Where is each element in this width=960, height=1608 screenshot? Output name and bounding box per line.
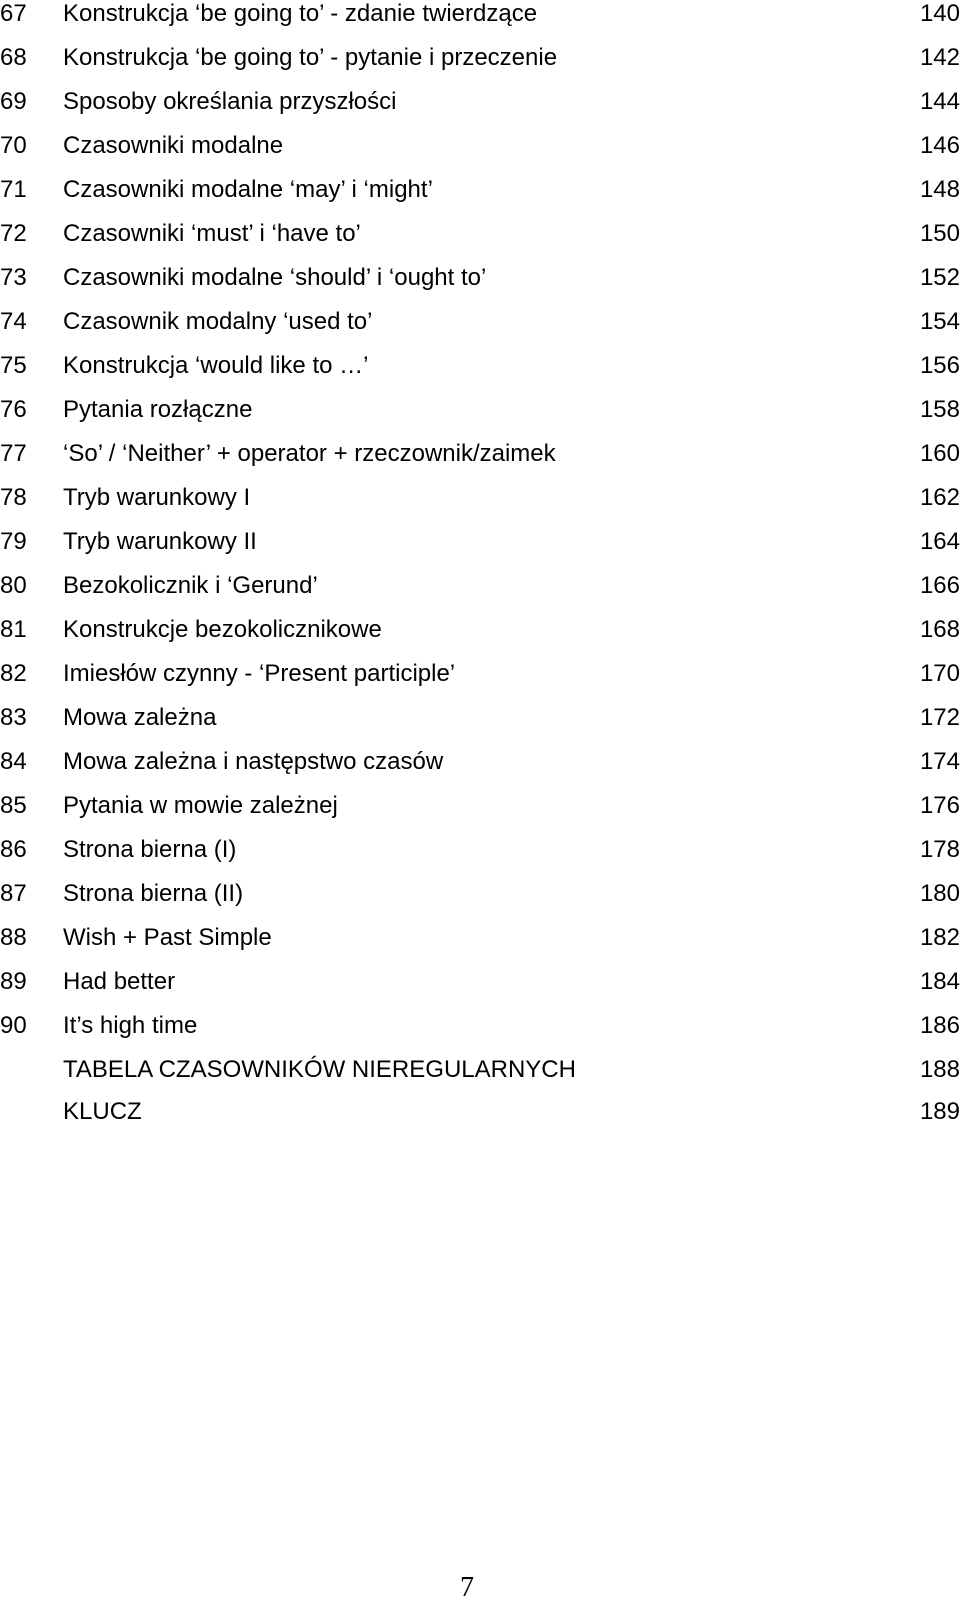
toc-entry-title: Strona bierna (I) bbox=[63, 836, 237, 863]
toc-entry-87 bbox=[0, 876, 960, 912]
toc-entry-number: 89 bbox=[0, 968, 27, 995]
toc-entry-page: 150 bbox=[919, 220, 960, 247]
toc-entry-77 bbox=[0, 436, 960, 472]
toc-entry-title: Bezokolicznik i ‘Gerund’ bbox=[63, 572, 318, 599]
toc-entry-page: 168 bbox=[919, 616, 960, 643]
toc-entry-page: 148 bbox=[919, 176, 960, 203]
toc-entry-title: Tryb warunkowy II bbox=[63, 528, 257, 555]
toc-entry-title: Pytania rozłączne bbox=[63, 396, 253, 423]
toc-entry-76 bbox=[0, 392, 960, 428]
toc-entry-title: Czasowniki modalne ‘may’ i ‘might’ bbox=[63, 176, 433, 203]
toc-entry-page: 144 bbox=[919, 88, 960, 115]
toc-entry-title: KLUCZ bbox=[63, 1098, 142, 1125]
toc-entry-irregular-verbs-table bbox=[0, 1052, 960, 1088]
toc-entry-title: It’s high time bbox=[63, 1012, 198, 1039]
toc-entry-79 bbox=[0, 524, 960, 560]
toc-entry-page: 156 bbox=[919, 352, 960, 379]
toc-entry-number: 83 bbox=[0, 704, 27, 731]
toc-entry-number: 69 bbox=[0, 88, 27, 115]
toc-entry-title: Konstrukcja ‘would like to …’ bbox=[63, 352, 369, 379]
toc-entry-number: 67 bbox=[0, 0, 27, 27]
toc-entry-number: 85 bbox=[0, 792, 27, 819]
toc-entry-70 bbox=[0, 128, 960, 164]
toc-entry-page: 186 bbox=[919, 1012, 960, 1039]
toc-entry-page: 154 bbox=[919, 308, 960, 335]
toc-entry-page: 158 bbox=[919, 396, 960, 423]
toc-entry-number: 76 bbox=[0, 396, 27, 423]
toc-entry-number: 71 bbox=[0, 176, 27, 203]
toc-entry-page: 152 bbox=[919, 264, 960, 291]
toc-entry-page: 172 bbox=[919, 704, 960, 731]
toc-entry-page: 160 bbox=[919, 440, 960, 467]
toc-entry-86 bbox=[0, 832, 960, 868]
toc-entry-83 bbox=[0, 700, 960, 736]
toc-entry-title: Czasowniki modalne ‘should’ i ‘ought to’ bbox=[63, 264, 487, 291]
toc-entry-page: 166 bbox=[919, 572, 960, 599]
toc-entry-page: 170 bbox=[919, 660, 960, 687]
page-number: 7 bbox=[460, 1572, 474, 1603]
toc-entry-page: 162 bbox=[919, 484, 960, 511]
toc-entry-page: 184 bbox=[919, 968, 960, 995]
toc-entry-number: 68 bbox=[0, 44, 27, 71]
toc-entry-title: Czasownik modalny ‘used to’ bbox=[63, 308, 373, 335]
toc-entry-number: 88 bbox=[0, 924, 27, 951]
toc-entry-page: 142 bbox=[919, 44, 960, 71]
toc-entry-page: 176 bbox=[919, 792, 960, 819]
toc-entry-page: 180 bbox=[919, 880, 960, 907]
toc-entry-84 bbox=[0, 744, 960, 780]
toc-entry-page: 188 bbox=[919, 1056, 960, 1083]
toc-entry-89 bbox=[0, 964, 960, 1000]
toc-entry-74 bbox=[0, 304, 960, 340]
toc-entry-number: 79 bbox=[0, 528, 27, 555]
toc-entry-title: Mowa zależna bbox=[63, 704, 217, 731]
toc-entry-number: 84 bbox=[0, 748, 27, 775]
toc-entry-number: 70 bbox=[0, 132, 27, 159]
toc-entry-title: Czasowniki modalne bbox=[63, 132, 284, 159]
toc-entry-71 bbox=[0, 172, 960, 208]
toc-entry-answer-key bbox=[0, 1094, 960, 1130]
toc-entry-67 bbox=[0, 0, 960, 32]
toc-entry-number: 80 bbox=[0, 572, 27, 599]
toc-entry-75 bbox=[0, 348, 960, 384]
toc-entry-title: Wish + Past Simple bbox=[63, 924, 272, 951]
toc-entry-number: 81 bbox=[0, 616, 27, 643]
toc-entry-title: Had better bbox=[63, 968, 176, 995]
toc-entry-title: Konstrukcja ‘be going to’ - zdanie twierdzące bbox=[63, 0, 538, 27]
toc-entry-page: 178 bbox=[919, 836, 960, 863]
toc-entry-number: 73 bbox=[0, 264, 27, 291]
toc-entry-title: TABELA CZASOWNIKÓW NIEREGULARNYCH bbox=[63, 1056, 576, 1083]
toc-entry-number: 86 bbox=[0, 836, 27, 863]
toc-entry-82 bbox=[0, 656, 960, 692]
toc-entry-title: Konstrukcje bezokolicznikowe bbox=[63, 616, 382, 643]
toc-entry-78 bbox=[0, 480, 960, 516]
toc-entry-number: 87 bbox=[0, 880, 27, 907]
toc-entry-title: Mowa zależna i następstwo czasów bbox=[63, 748, 444, 775]
toc-entry-72 bbox=[0, 216, 960, 252]
toc-entry-number: 72 bbox=[0, 220, 27, 247]
toc-entry-number: 82 bbox=[0, 660, 27, 687]
toc-entry-number: 90 bbox=[0, 1012, 27, 1039]
toc-entry-title: Strona bierna (II) bbox=[63, 880, 244, 907]
toc-entry-number: 78 bbox=[0, 484, 27, 511]
toc-entry-88 bbox=[0, 920, 960, 956]
toc-entry-page: 164 bbox=[919, 528, 960, 555]
toc-entry-85 bbox=[0, 788, 960, 824]
toc-entry-69 bbox=[0, 84, 960, 120]
toc-entry-title: Imiesłów czynny - ‘Present participle’ bbox=[63, 660, 456, 687]
toc-entry-page: 174 bbox=[919, 748, 960, 775]
toc-entry-90 bbox=[0, 1008, 960, 1044]
toc-entry-page: 140 bbox=[919, 0, 960, 27]
toc-entry-page: 182 bbox=[919, 924, 960, 951]
toc-entry-title: ‘So’ / ‘Neither’ + operator + rzeczownik/zaimek bbox=[63, 440, 556, 467]
toc-entry-title: Tryb warunkowy I bbox=[63, 484, 251, 511]
toc-entry-81 bbox=[0, 612, 960, 648]
toc-entry-title: Konstrukcja ‘be going to’ - pytanie i przeczenie bbox=[63, 44, 558, 71]
toc-entry-number: 77 bbox=[0, 440, 27, 467]
toc-entry-title: Pytania w mowie zależnej bbox=[63, 792, 338, 819]
toc-entry-73 bbox=[0, 260, 960, 296]
toc-entry-title: Sposoby określania przyszłości bbox=[63, 88, 397, 115]
toc-entry-title: Czasowniki ‘must’ i ‘have to’ bbox=[63, 220, 361, 247]
toc-entry-80 bbox=[0, 568, 960, 604]
toc-entry-number: 74 bbox=[0, 308, 27, 335]
toc-entry-number: 75 bbox=[0, 352, 27, 379]
toc-entry-page: 146 bbox=[919, 132, 960, 159]
toc-entry-68 bbox=[0, 40, 960, 76]
toc-entry-page: 189 bbox=[919, 1098, 960, 1125]
